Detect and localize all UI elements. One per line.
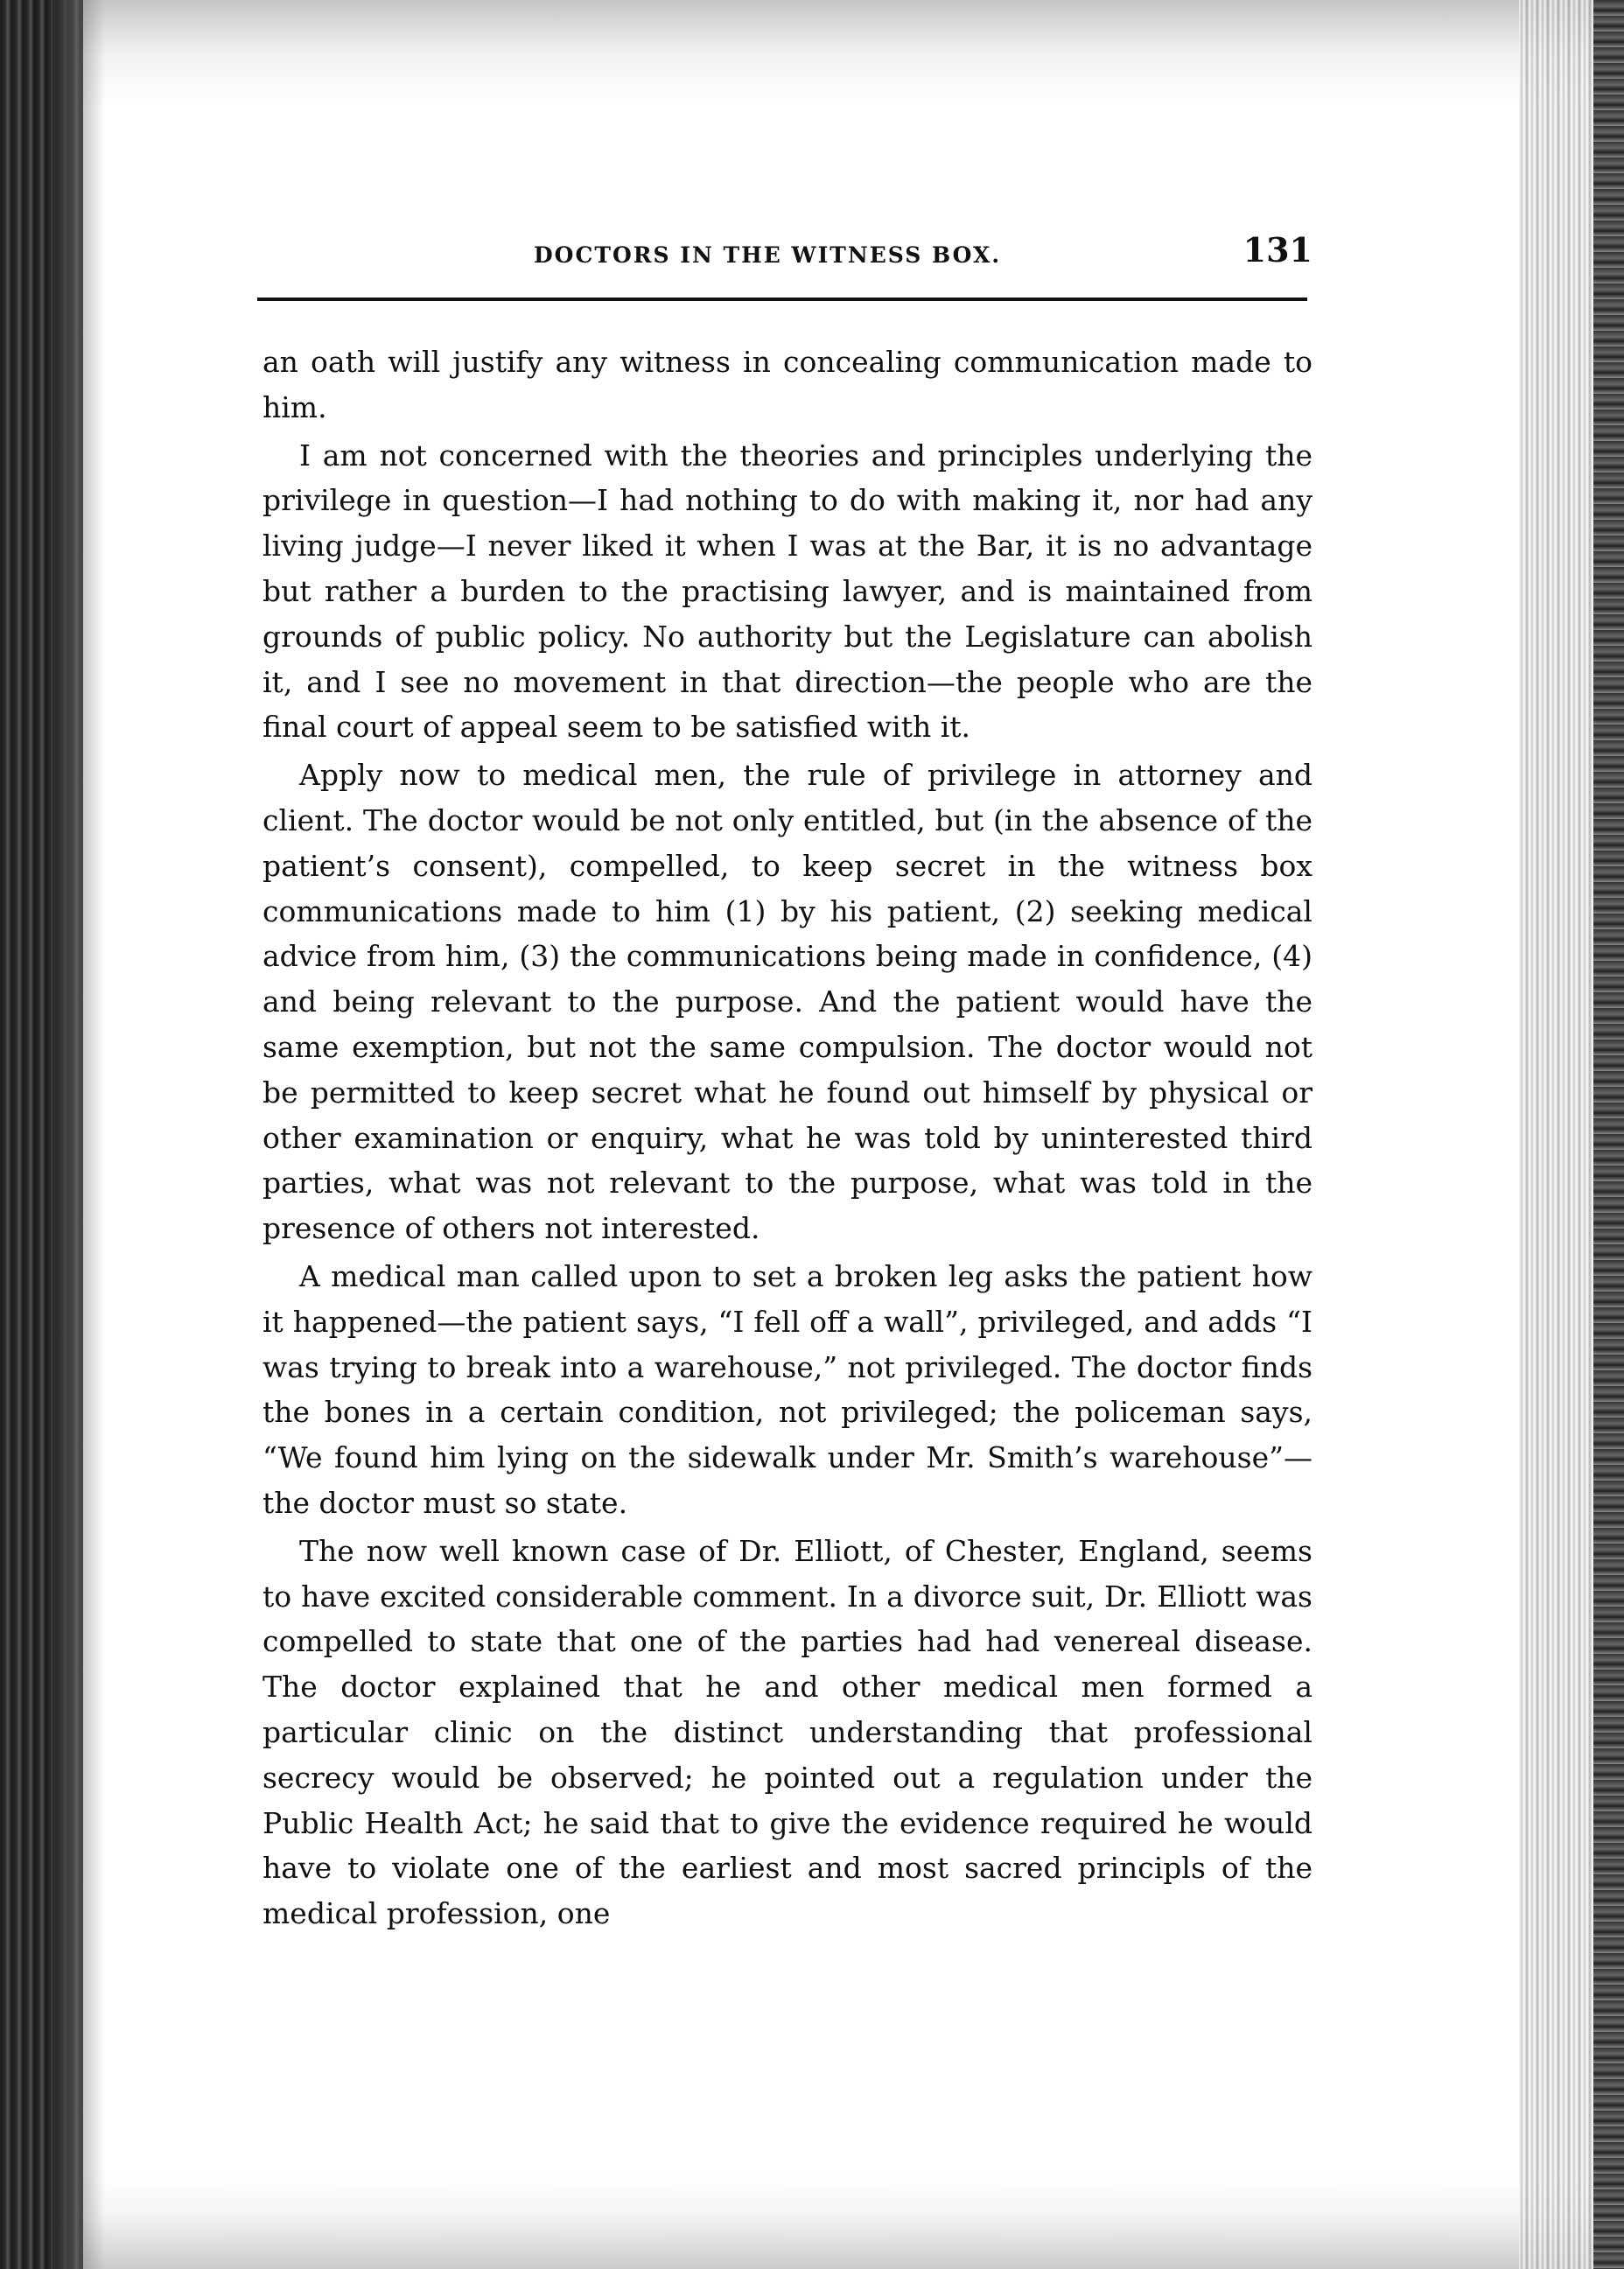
running-head	[262, 223, 1312, 276]
paragraph-1: an oath will justify any witness in concealing communication made to him.	[262, 345, 1312, 424]
scan-edge-bottom	[0, 2173, 1624, 2269]
paragraph-2: I am not concerned with the theories and principles underlying the privilege in question—I had nothing to do with making it, nor had any living judge—I never liked it when I was at the Bar, it is no advantage but rather a burden to the practising lawyer, and is maintained from grounds of public policy. No authority but the Legislature can abolish it, and I see no movement in that direction—the people who are the final court of appeal seem to be satisfied with it.	[262, 438, 1312, 745]
header-rule	[257, 298, 1307, 301]
scan-edge-right-dark	[1593, 0, 1624, 2269]
running-title: DOCTORS IN THE WITNESS BOX.	[534, 242, 1002, 268]
scan-edge-top	[0, 0, 1624, 105]
paragraph-4: A medical man called upon to set a broken leg asks the patient how it happened—the patient says, “I fell off a wall”, privileged, and adds “I was trying to break into a warehouse,” not privileged. The doctor finds the bones in a certain condition, not privileged; the policeman says, “We found him lying on the sidewalk under Mr. Smith’s warehouse”—the doctor must so state.	[262, 1258, 1312, 1520]
paragraph-5: The now well known case of Dr. Elliott, of Chester, England, seems to have excited considerable comment. In a divorce suit, Dr. Elliott was compelled to state that one of the parties had had venereal disease. The doctor explained that he and other medical men formed a particular clinic on the distinct understanding that professional secrecy would be observed; he pointed out a regulation under the Public Health Act; he said that to give the evidence required he would have to violate one of the earliest and most sacred principls of the medical profession, one	[262, 1533, 1312, 1931]
body-text	[262, 340, 1312, 1936]
book-page	[262, 223, 1312, 1931]
page-number: 131	[1242, 230, 1312, 270]
paragraph-3: Apply now to medical men, the rule of privilege in attorney and client. The doctor would be not only entitled, but (in the absence of the patient’s consent), compelled, to keep secret in the witness box communications made to him (1) by his patient, (2) seeking medical advice from him, (3) the communications being made in confidence, (4) and being relevant to the purpose. And the patient would have the same exemption, but not the same compulsion. The doctor would not be permitted to keep secret what he found out himself by physical or other examination or enquiry, what he was told by uninterested third parties, what was not relevant to the purpose, what was told in the presence of others not interested.	[262, 758, 1312, 1246]
scan-edge-left-shadow	[52, 0, 105, 2269]
